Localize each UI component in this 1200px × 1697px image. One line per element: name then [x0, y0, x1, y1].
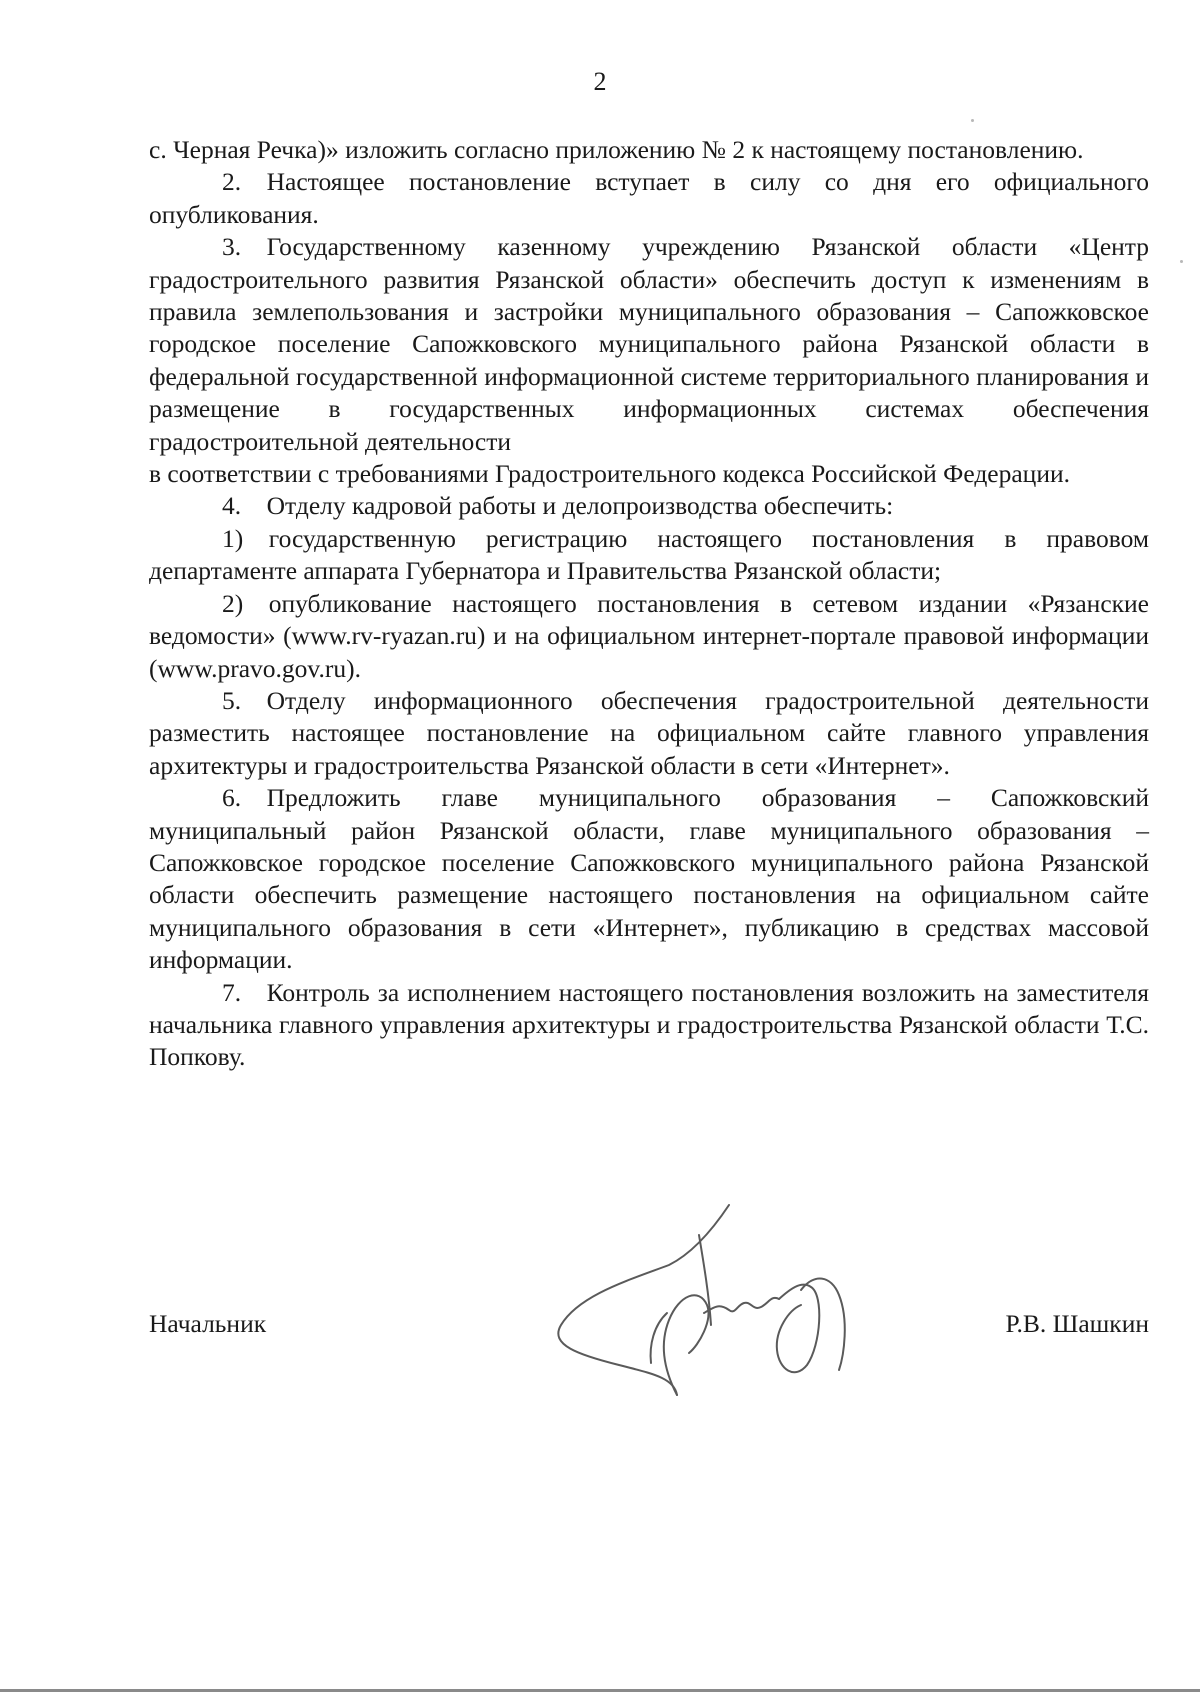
scan-speck — [971, 119, 974, 122]
paragraph-subitem-1: 1) государственную регистрацию настоящего постановления в правовом департаменте аппарата Губернатора и Правительства Рязанской области; — [149, 523, 1149, 586]
paragraph-item-6: 6. Предложить главе муниципального образования – Сапожковский муниципальный район Рязанской области, главе муниципального образования – Сапожковское городское поселение Сапожковского муниципального района Рязанской области обеспечить размещение настоящего постановления на официальном сайте муниципального образования в сети «Интернет», публикацию в средствах массовой информации. — [149, 783, 1149, 975]
paragraph-item-2: 2. Настоящее постановление вступает в силу со дня его официального опубликования. — [149, 167, 1149, 229]
paragraph-subitem-2: 2) опубликование настоящего постановления в сетевом издании «Рязанские ведомости» (www.rv-ryazan.ru) и на официальном интернет-портале правовой информации (www.pravo.gov.ru). — [149, 588, 1149, 683]
paragraph-continuation: с. Черная Речка)» изложить согласно приложению № 2 к настоящему постановлению. — [149, 135, 1084, 164]
signatory-name: Р.В. Шашкин — [1005, 1309, 1149, 1338]
paragraph-item-3-tail: в соответствии с требованиями Градостроительного кодекса Российской Федерации. — [149, 459, 1070, 489]
handwritten-signature — [539, 1195, 869, 1405]
paragraph-item-3: 3. Государственному казенному учреждению Рязанской области «Центр градостроительного развития Рязанской области» обеспечить доступ к изменениям в правила землепользования и застройки муниципального образования – Сапожковское городское поселение Сапожковского муниципального района Рязанской области в федеральной государственной информационной системе территориального планирования и размещение в государственных информационных системах обеспечения градостроительной деятельности — [149, 232, 1149, 456]
signatory-position: Начальник — [149, 1309, 267, 1338]
page-bottom-edge — [0, 1689, 1200, 1692]
paragraph-item-5: 5. Отделу информационного обеспечения градостроительной деятельности разместить настоящее постановление на официальном сайте главного управления архитектуры и градостроительства Рязанской области в сети «Интернет». — [149, 685, 1149, 780]
scan-speck — [1180, 260, 1183, 263]
paragraph-item-7: 7. Контроль за исполнением настоящего постановления возложить на заместителя начальника главного управления архитектуры и градостроительства Рязанской области Т.С. Попкову. — [149, 977, 1149, 1072]
signature-block — [149, 1300, 1149, 1390]
document-body — [149, 134, 1149, 1074]
paragraph-item-4: 4. Отделу кадровой работы и делопроизводства обеспечить: — [222, 491, 894, 521]
page-number: 2 — [593, 67, 607, 96]
